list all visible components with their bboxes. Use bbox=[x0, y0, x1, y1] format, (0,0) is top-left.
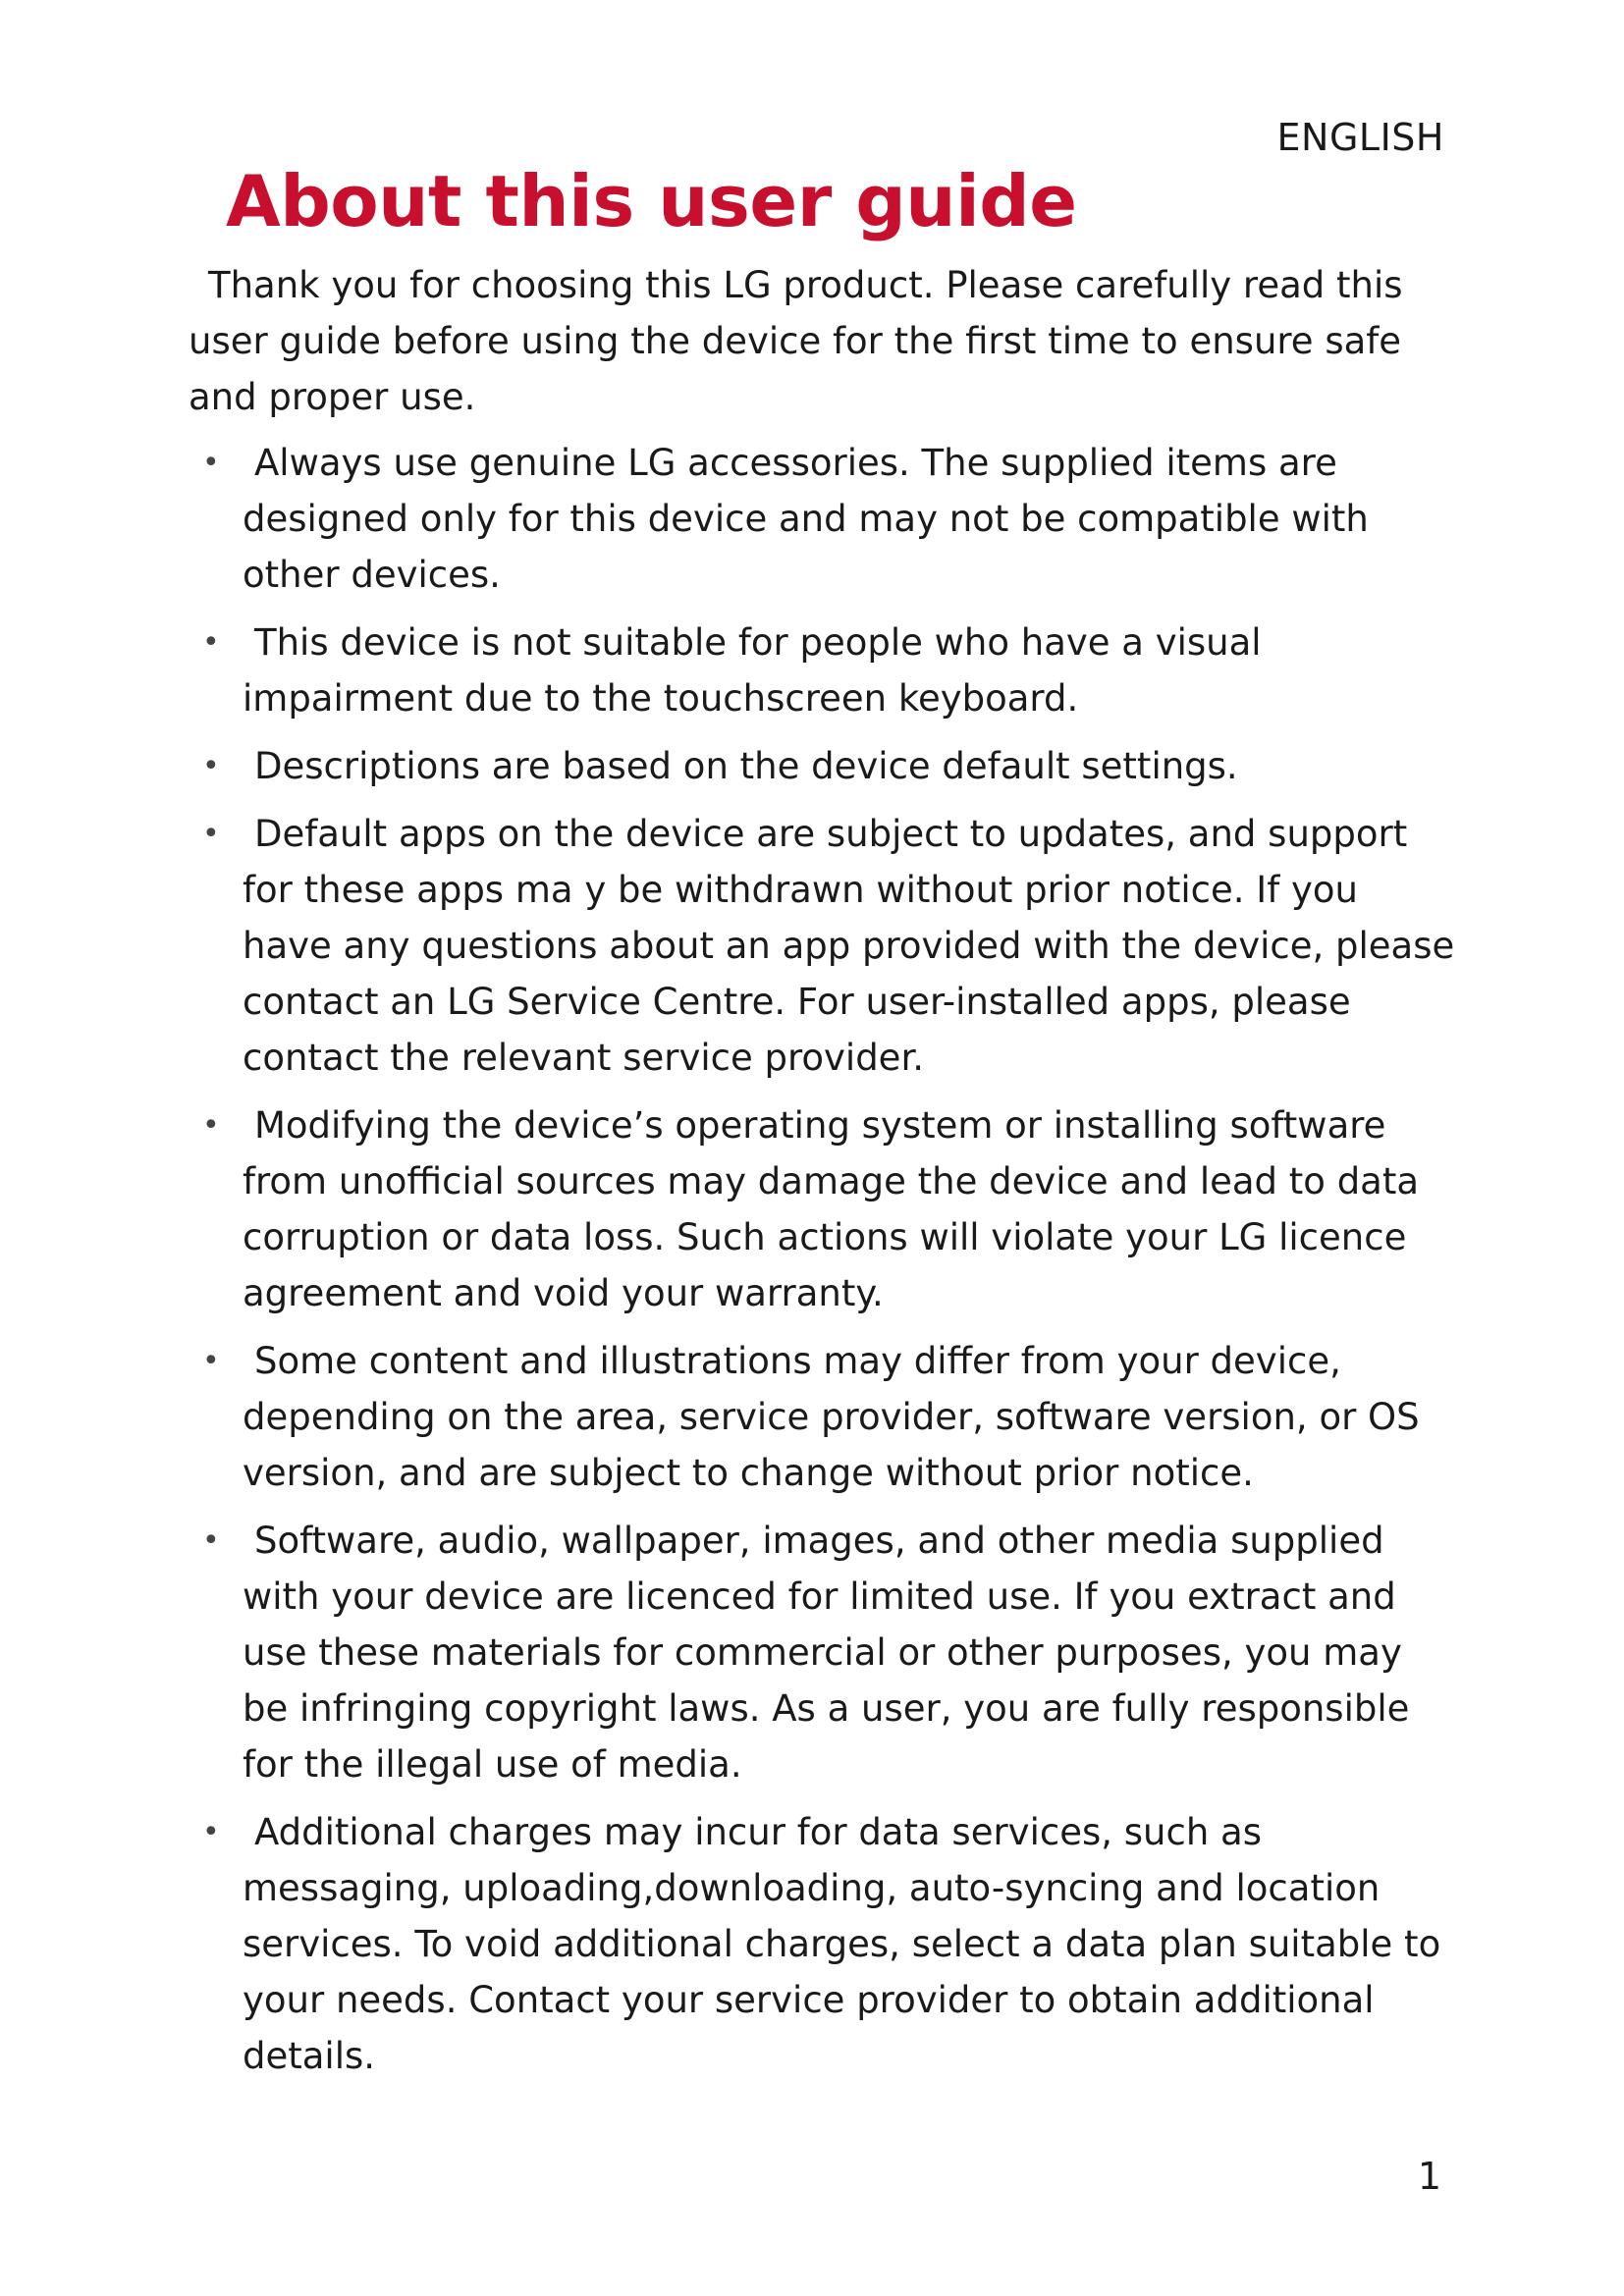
list-item-text: Always use genuine LG accessories. The supplied items are designed only for this device and may not be compatible with other devices. bbox=[243, 442, 1369, 596]
list-item bbox=[189, 614, 1455, 726]
page-number: 1 bbox=[1417, 2155, 1441, 2198]
list-item-text: This device is not suitable for people who have a visual impairment due to the touchscreen keyboard. bbox=[243, 621, 1262, 720]
list-item bbox=[189, 1333, 1455, 1501]
list-item-text: Additional charges may incur for data services, such as messaging, uploading,downloading, auto-syncing and location services. To void additional charges, select a data plan suitable to your needs. Contact your service provider to obtain additional details. bbox=[243, 1811, 1441, 2077]
list-item-text: Modifying the device’s operating system or installing software from unofficial sources may damage the device and lead to data corruption or data loss. Such actions will violate your LG licence agreement and void your warranty. bbox=[243, 1104, 1420, 1314]
list-item bbox=[189, 1097, 1455, 1321]
list-item bbox=[189, 435, 1455, 603]
notice-list bbox=[189, 435, 1455, 2084]
list-item bbox=[189, 1513, 1455, 1792]
bullet-icon: • bbox=[202, 446, 220, 480]
bullet-icon: • bbox=[202, 625, 220, 660]
bullet-icon: • bbox=[202, 817, 220, 851]
intro-paragraph: Thank you for choosing this LG product. Please carefully read this user guide before using the device for the first time to ensure safe and proper use. bbox=[189, 264, 1403, 418]
list-item-text: Some content and illustrations may differ from your device, depending on the area, service provider, software version, or OS version, and are subject to change without prior notice. bbox=[243, 1340, 1420, 1494]
page-title: About this user guide bbox=[226, 160, 1077, 242]
bullet-icon: • bbox=[202, 1344, 220, 1378]
bullet-icon: • bbox=[202, 749, 220, 783]
bullet-icon: • bbox=[202, 1108, 220, 1143]
list-item bbox=[189, 1804, 1455, 2084]
bullet-icon: • bbox=[202, 1815, 220, 1849]
list-item-text: Descriptions are based on the device default settings. bbox=[254, 745, 1238, 787]
list-item bbox=[189, 738, 1455, 794]
list-item-text: Software, audio, wallpaper, images, and other media supplied with your device are licenced for limited use. If you extract and use these materials for commercial or other purposes, you may be infringing copyright laws. As a user, you are fully responsible for the illegal use of media. bbox=[243, 1520, 1410, 1786]
list-item-text: Default apps on the device are subject to updates, and support for these apps ma y be withdrawn without prior notice. If you have any questions about an app provided with the device, please contact an LG Service Centre. For user-installed apps, please contact the relevant service provider. bbox=[243, 813, 1455, 1079]
language-label: ENGLISH bbox=[1276, 116, 1444, 159]
bullet-icon: • bbox=[202, 1523, 220, 1558]
list-item bbox=[189, 806, 1455, 1086]
guide-content bbox=[189, 257, 1455, 2096]
